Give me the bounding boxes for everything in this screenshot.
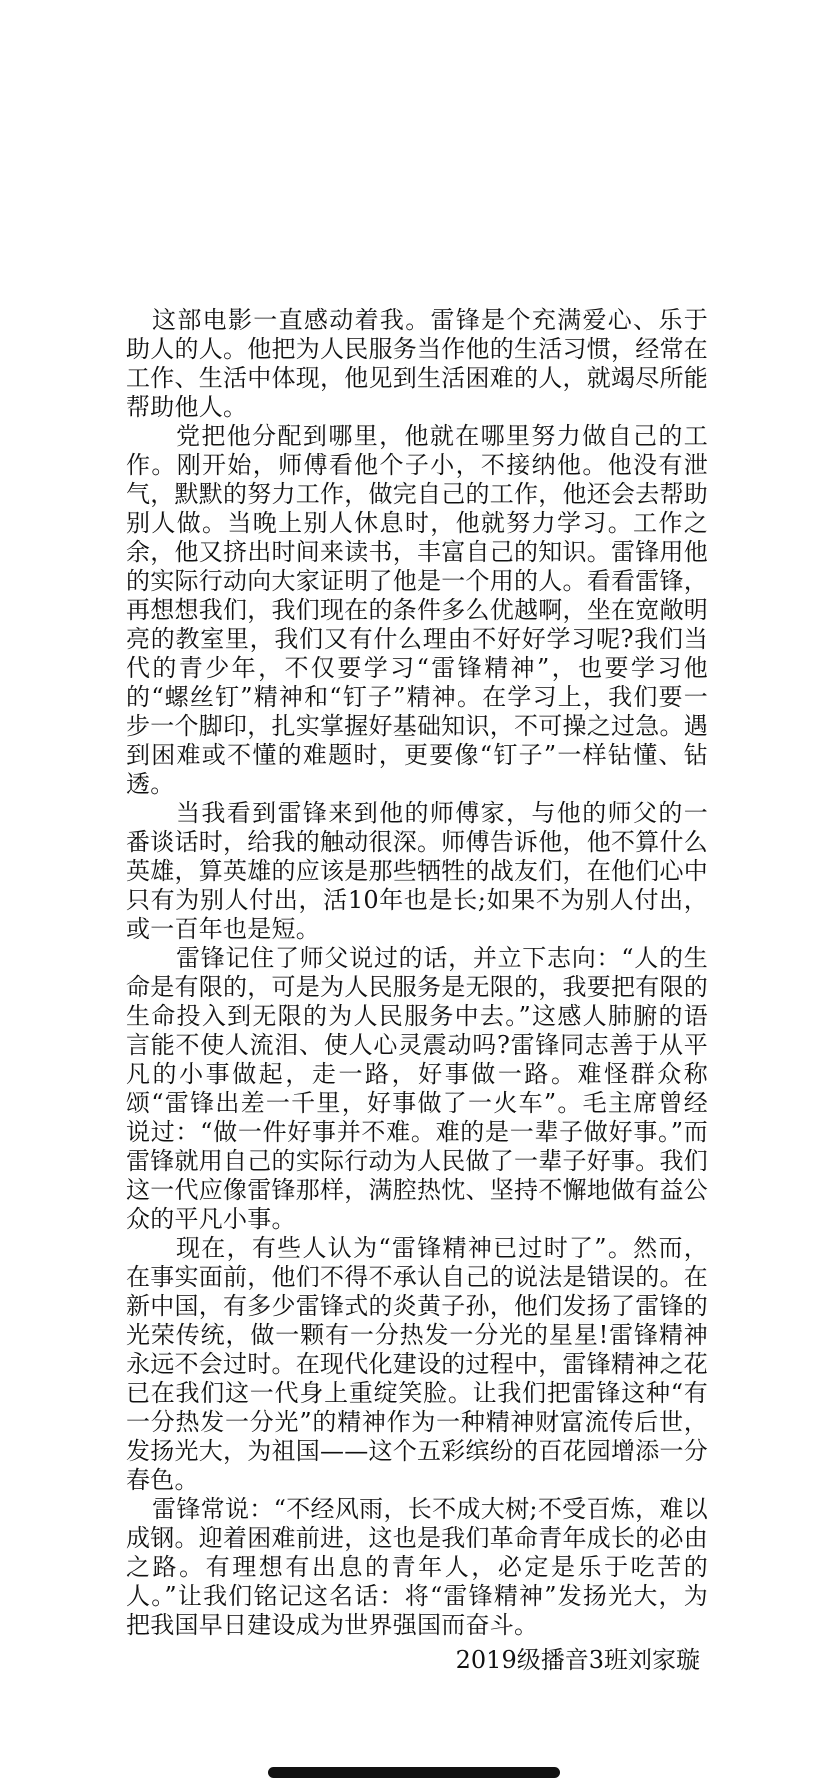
paragraph-5: 现在，有些人认为“雷锋精神已过时了”。然而，在事实面前，他们不得不承认自己的说法是错误的。在新中国，有多少雷锋式的炎黄子孙，他们发扬了雷锋的光荣传统，做一颗有一分热发一分光的星星!雷锋精神永远不会过时。在现代化建设的过程中，雷锋精神之花已在我们这一代身上重绽笑脸。让我们把雷锋这种“有一分热发一分光”的精神作为一种精神财富流传后世，发扬光大，为祖国——这个五彩缤纷的百花园增添一分春色。	[126, 1234, 708, 1494]
document-body	[126, 306, 708, 1675]
paragraph-3: 当我看到雷锋来到他的师傅家，与他的师父的一番谈话时，给我的触动很深。师傅告诉他，他不算什么英雄，算英雄的应该是那些牺牲的战友们，在他们心中只有为别人付出，活10年也是长;如果不为别人付出，或一百年也是短。	[126, 799, 708, 943]
paragraph-6: 雷锋常说：“不经风雨，长不成大树;不受百炼，难以成钢。迎着困难前进，这也是我们革命青年成长的必由之路。有理想有出息的青年人，必定是乐于吃苦的人。”让我们铭记这名话：将“雷锋精神”发扬光大，为把我国早日建设成为世界强国而奋斗。	[126, 1495, 708, 1639]
home-indicator[interactable]	[268, 1767, 560, 1778]
author-signature: 2019级播音3班刘家璇	[455, 1646, 700, 1674]
paragraph-2: 党把他分配到哪里，他就在哪里努力做自己的工作。刚开始，师傅看他个子小，不接纳他。他没有泄气，默默的努力工作，做完自己的工作，他还会去帮助别人做。当晚上别人休息时，他就努力学习。工作之余，他又挤出时间来读书，丰富自己的知识。雷锋用他的实际行动向大家证明了他是一个用的人。看看雷锋，再想想我们，我们现在的条件多么优越啊，坐在宽敞明亮的教室里，我们又有什么理由不好好学习呢?我们当代的青少年，不仅要学习“雷锋精神”，也要学习他的“螺丝钉”精神和“钉子”精神。在学习上，我们要一步一个脚印，扎实掌握好基础知识，不可操之过急。遇到困难或不懂的难题时，更要像“钉子”一样钻懂、钻透。	[126, 422, 708, 798]
paragraph-1: 这部电影一直感动着我。雷锋是个充满爱心、乐于助人的人。他把为人民服务当作他的生活习惯，经常在工作、生活中体现，他见到生活困难的人，就竭尽所能帮助他人。	[126, 306, 708, 421]
paragraph-4: 雷锋记住了师父说过的话，并立下志向：“人的生命是有限的，可是为人民服务是无限的，我要把有限的生命投入到无限的为人民服务中去。”这感人肺腑的语言能不使人流泪、使人心灵震动吗?雷锋同志善于从平凡的小事做起，走一路，好事做一路。难怪群众称颂“雷锋出差一千里，好事做了一火车”。毛主席曾经说过：“做一件好事并不难。难的是一辈子做好事。”而雷锋就用自己的实际行动为人民做了一辈子好事。我们这一代应像雷锋那样，满腔热忱、坚持不懈地做有益公众的平凡小事。	[126, 944, 708, 1233]
